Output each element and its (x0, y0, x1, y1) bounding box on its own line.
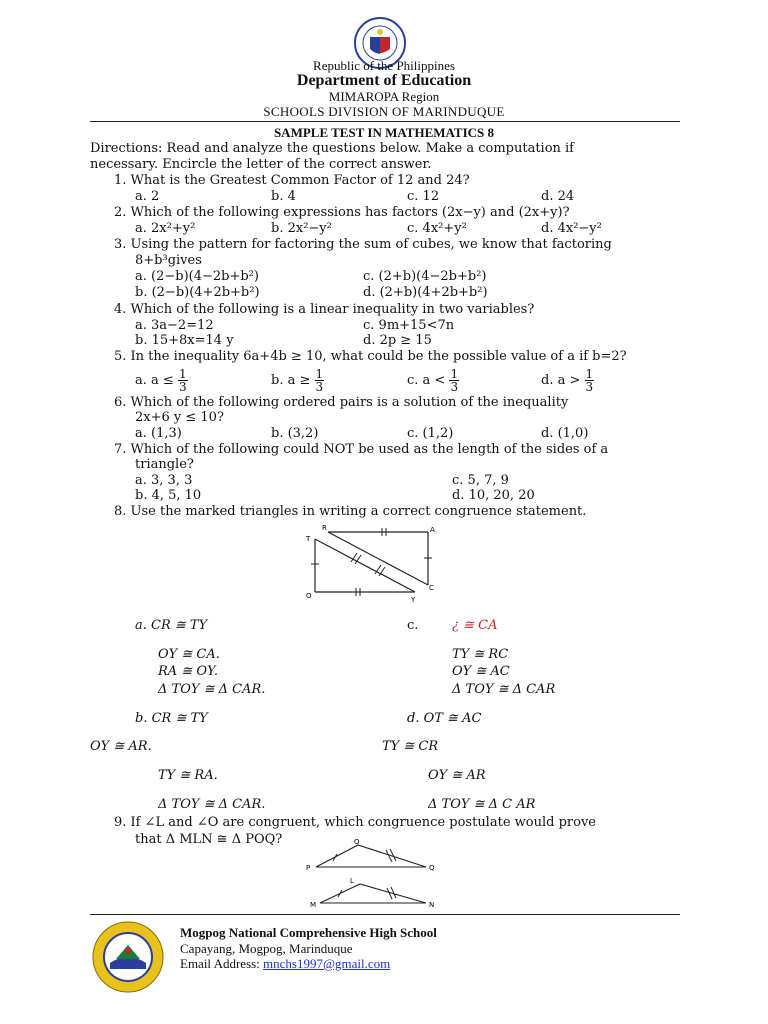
q3-text-line2: 8+b³gives (135, 253, 202, 268)
q9-triangles-figure (298, 837, 444, 909)
fraction-numerator: 1 (450, 367, 459, 381)
header-republic: Republic of the Philippines (313, 58, 455, 73)
q6-choice-c[interactable]: c. (1,2) (407, 426, 454, 441)
q8-rectangle-figure (300, 522, 440, 604)
directions-line1: Directions: Read and analyze the questions below. Make a computation if (90, 141, 574, 156)
q1-choice-d[interactable]: d. 24 (541, 189, 575, 204)
school-logo (92, 921, 164, 993)
vertex-label-o: O (306, 592, 312, 600)
q2-choice-d[interactable]: d. 4x²−y² (541, 221, 602, 236)
q1-choice-c[interactable]: c. 12 (407, 189, 440, 204)
q5-choice-b[interactable] (271, 368, 324, 393)
header-rule (90, 121, 680, 122)
q8-choice-c-line4: Δ TOY ≅ Δ CAR (452, 682, 556, 697)
fraction-denominator: 3 (315, 380, 324, 394)
footer-email-label: Email Address: (180, 956, 260, 971)
footer-email-link[interactable]: mnchs1997@gmail.com (263, 956, 391, 971)
q8-choice-a[interactable]: a. CR ≅ TY (135, 618, 208, 633)
fraction-numerator: 1 (315, 367, 324, 381)
footer-rule (90, 914, 680, 915)
vertex-label-t: T (306, 535, 311, 543)
q5-choice-a[interactable] (135, 368, 188, 393)
q6-text-line1: 6. Which of the following ordered pairs is a solution of the inequality (114, 395, 569, 410)
q2-choice-c[interactable]: c. 4x²+y² (407, 221, 467, 236)
q8-choice-b[interactable]: b. CR ≅ TY (135, 711, 208, 726)
q5-choice-a-label: a. a ≤ (135, 373, 174, 388)
q7-choice-a[interactable]: a. 3, 3, 3 (135, 473, 193, 488)
q8-choice-b-line4: Δ TOY ≅ Δ CAR. (158, 797, 266, 812)
q7-choice-d[interactable]: d. 10, 20, 20 (452, 488, 535, 503)
footer-email-row (180, 956, 390, 972)
q8-text: 8. Use the marked triangles in writing a correct congruence statement. (114, 504, 587, 519)
q3-choice-a[interactable]: a. (2−b)(4−2b+b²) (135, 269, 259, 284)
q4-choice-a[interactable]: a. 3a−2=12 (135, 318, 214, 333)
q5-choice-c[interactable] (407, 368, 459, 393)
q4-choice-c[interactable]: c. 9m+15<7n (363, 318, 455, 333)
q6-choice-a[interactable]: a. (1,3) (135, 426, 182, 441)
q5-choice-d[interactable] (541, 368, 594, 393)
vertex-label-p: P (306, 864, 311, 872)
q8-choice-c-line3: OY ≅ AC (452, 664, 510, 679)
test-title: SAMPLE TEST IN MATHEMATICS 8 (273, 125, 495, 140)
q8-choice-a-line2: OY ≅ CA. (158, 647, 220, 662)
q4-choice-d[interactable]: d. 2p ≥ 15 (363, 333, 432, 348)
q5-choice-d-label: d. a > (541, 373, 581, 388)
q9-text-line2: that Δ MLN ≅ Δ POQ? (135, 832, 283, 847)
q5-choice-c-label: c. a < (407, 373, 446, 388)
fraction-numerator: 1 (178, 367, 187, 381)
q3-choice-b[interactable]: b. (2−b)(4+2b+b²) (135, 285, 260, 300)
vertex-label-c: C (429, 584, 434, 592)
vertex-label-r: R (322, 524, 327, 532)
q1-text: 1. What is the Greatest Common Factor of 12 and 24? (114, 173, 470, 188)
q8-choice-d-line2: TY ≅ CR (382, 739, 439, 754)
q4-choice-b[interactable]: b. 15+8x=14 y (135, 333, 234, 348)
q4-text: 4. Which of the following is a linear inequality in two variables? (114, 302, 535, 317)
q8-choice-d[interactable]: d. OT ≅ AC (407, 711, 482, 726)
vertex-label-a: A (430, 526, 435, 534)
q7-choice-b[interactable]: b. 4, 5, 10 (135, 488, 202, 503)
q1-choice-b[interactable]: b. 4 (271, 189, 296, 204)
vertex-label-n: N (429, 901, 435, 909)
fraction-one-third (178, 368, 188, 393)
q6-choice-d[interactable]: d. (1,0) (541, 426, 589, 441)
q7-choice-c[interactable]: c. 5, 7, 9 (452, 473, 509, 488)
fraction-one-third (449, 368, 459, 393)
fraction-denominator: 3 (450, 380, 459, 394)
q7-text-line2: triangle? (135, 457, 194, 472)
q9-text-line1: 9. If ∠L and ∠O are congruent, which congruence postulate would prove (114, 815, 596, 830)
footer-school-name: Mogpog National Comprehensive High School (180, 925, 437, 940)
q8-choice-d-line4: Δ TOY ≅ Δ C AR (428, 797, 536, 812)
q2-choice-b[interactable]: b. 2x²−y² (271, 221, 332, 236)
q6-text-line2: 2x+6 y ≤ 10? (135, 410, 224, 425)
header-department: Department of Education (296, 72, 472, 89)
q3-choice-d[interactable]: d. (2+b)(4+2b+b²) (363, 285, 488, 300)
fraction-numerator: 1 (585, 367, 594, 381)
q5-text: 5. In the inequality 6a+4b ≥ 10, what could be the possible value of a if b=2? (114, 349, 627, 364)
q8-choice-c[interactable]: c. (407, 618, 419, 633)
q7-text-line1: 7. Which of the following could NOT be used as the length of the sides of a (114, 442, 609, 457)
footer-address: Capayang, Mogpog, Marinduque (180, 941, 353, 956)
vertex-label-y: Y (411, 596, 416, 604)
q3-choice-c[interactable]: c. (2+b)(4−2b+b²) (363, 269, 487, 284)
q8-choice-b-line3: TY ≅ RA. (158, 768, 218, 783)
vertex-label-m: M (310, 901, 317, 909)
header-region: MIMAROPA Region (328, 89, 440, 104)
q8-choice-b-line2: OY ≅ AR. (90, 739, 152, 754)
q8-choice-a-line3: RA ≅ OY. (158, 664, 219, 679)
fraction-denominator: 3 (178, 380, 187, 394)
q8-choice-a-line4: Δ TOY ≅ Δ CAR. (158, 682, 266, 697)
q6-choice-b[interactable]: b. (3,2) (271, 426, 319, 441)
fraction-denominator: 3 (585, 380, 594, 394)
q8-choice-c-line1 (452, 618, 497, 634)
q5-choice-b-label: b. a ≥ (271, 373, 311, 388)
q8-choice-d-line3: OY ≅ AR (428, 768, 486, 783)
q3-text-line1: 3. Using the pattern for factoring the sum of cubes, we know that factoring (114, 237, 612, 252)
q2-text: 2. Which of the following expressions has factors (2x−y) and (2x+y)? (114, 205, 570, 220)
fraction-one-third (585, 368, 595, 393)
header-division: SCHOOLS DIVISION OF MARINDUQUE (263, 104, 505, 119)
vertex-label-q: Q (429, 864, 435, 872)
vertex-label-l: L (350, 877, 354, 885)
q2-choice-a[interactable]: a. 2x²+y² (135, 221, 196, 236)
fraction-one-third (315, 368, 325, 393)
q8-choice-c-line1-text: ¿ ≅ CA (452, 618, 498, 633)
q8-choice-c-line2: TY ≅ RC (452, 647, 509, 662)
directions-line2: necessary. Encircle the letter of the correct answer. (90, 157, 432, 172)
q1-choice-a[interactable]: a. 2 (135, 189, 160, 204)
vertex-label-o2: O (354, 838, 360, 846)
